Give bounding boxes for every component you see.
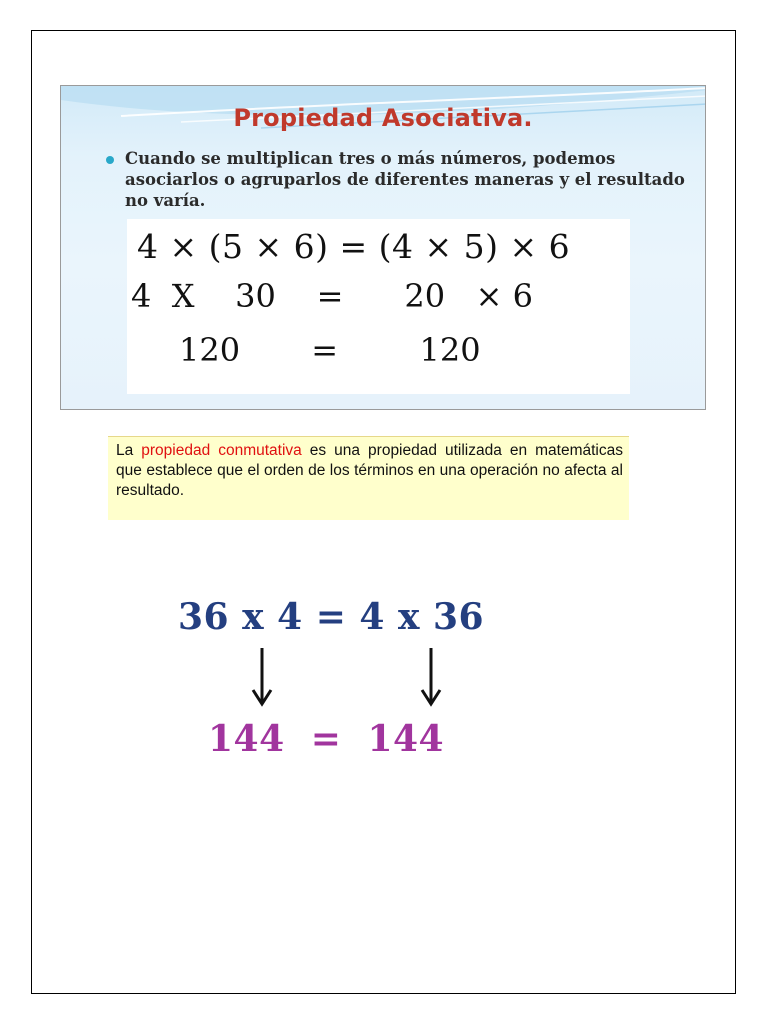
equation-box [127, 219, 630, 394]
bullet-icon [106, 156, 114, 164]
definition-rest: es una propiedad utilizada en matemáticas que establece que el orden de los términos en una operación no afecta al resultado. [116, 442, 623, 499]
down-arrow-icon [250, 646, 274, 708]
associative-slide-image [60, 85, 706, 410]
equation-row-2: 4 X 30 = 20 × 6 [131, 277, 533, 315]
commutative-equation: 36 x 4 = 4 x 36 [178, 596, 485, 638]
slide-title: Propiedad Asociativa. [233, 104, 533, 132]
definition-highlight: propiedad conmutativa [141, 442, 302, 459]
commutative-example-image [170, 590, 530, 780]
bullet-text: Cuando se multiplican tres o más números, podemos asociarlos o agruparlos de diferentes maneras y el resultado no varía. [125, 149, 685, 210]
definition-prefix: La [116, 442, 142, 459]
commutative-definition [108, 436, 629, 520]
equation-row-1: 4 × (5 × 6) = (4 × 5) × 6 [137, 227, 571, 266]
down-arrow-icon [419, 646, 443, 708]
commutative-result: 144 = 144 [208, 718, 445, 760]
equation-row-3: 120 = 120 [179, 331, 481, 369]
